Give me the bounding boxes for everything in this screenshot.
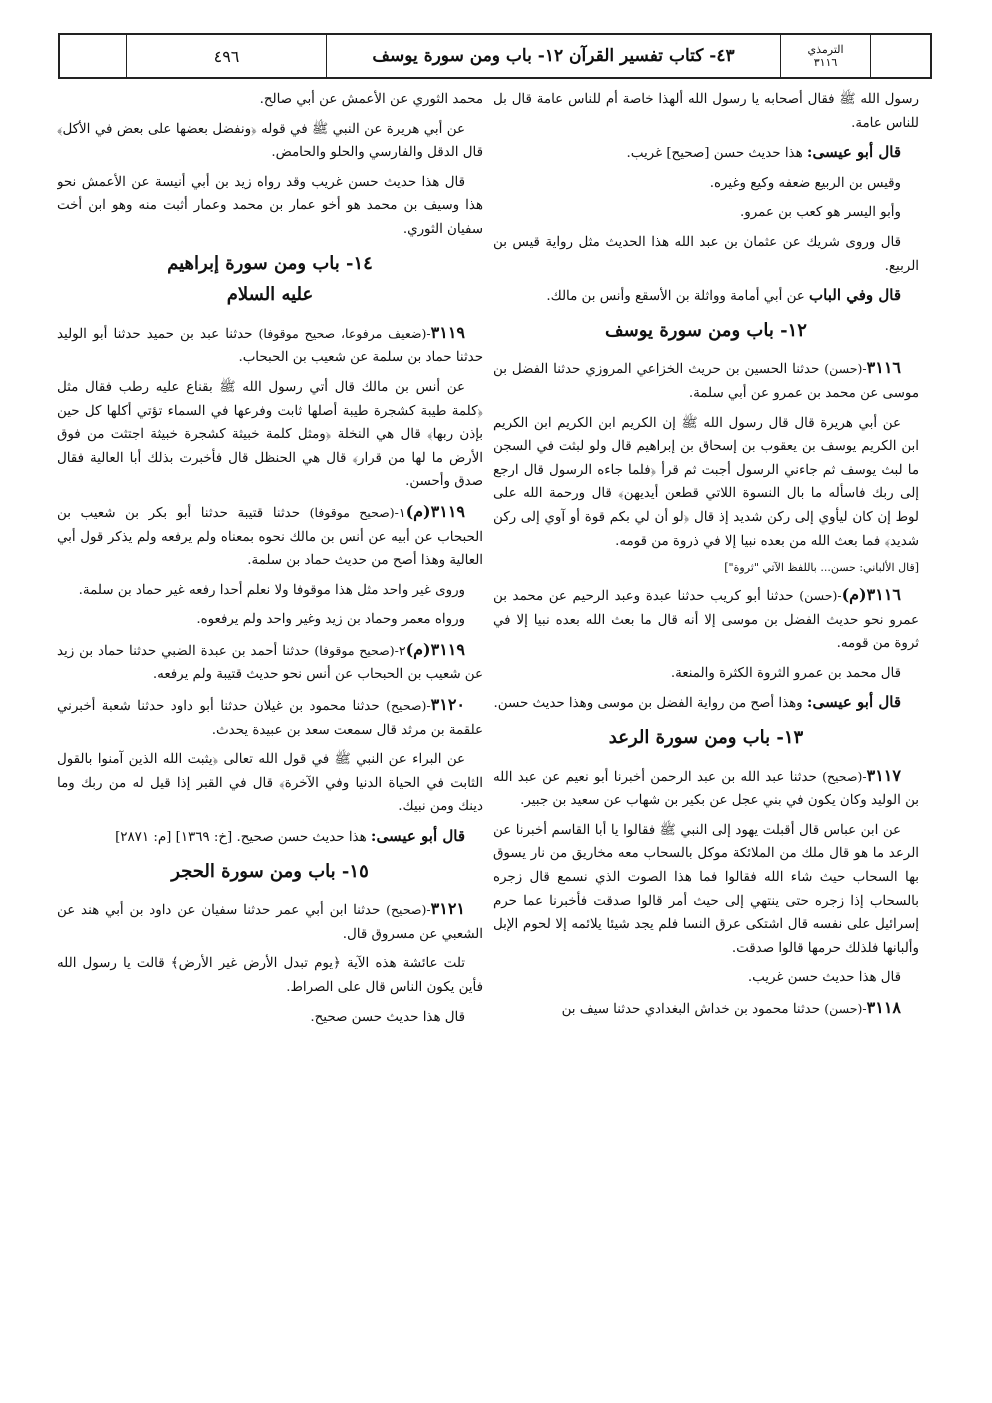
hadith-matn: عن ابن عباس قال أقبلت يهود إلى النبي ﷺ فقالوا يا أبا القاسم أخبرنا عن الرعد ما هو قال ملك من الملائكة موكل بالسحاب معه مخاريق من نار يسوق بها السحاب حيث شاء الله فقالوا فما هذا الصوت الذي نسمع قال زجره بالسحاب إذا زجره حتى ينتهي إلى حيث أمر قالوا صدقت فأخبرنا عما حرم إسرائيل على نفسه قال اشتكى عرق النسا فلم يجد شيئا يلائمه إلا لحوم الإبل وألبانها فلذلك حرمها قالوا صدقت. bbox=[493, 822, 919, 956]
chapter-note: قال وفي الباب عن أبي أمامة وواثلة بن الأسقع وأنس بن مالك. bbox=[546, 286, 901, 305]
header-book-ref bbox=[780, 35, 870, 77]
hadith-3118: ٣١١٨-(حسن) حدثنا محمود بن خداش البغدادي حدثنا سيف بن bbox=[561, 998, 901, 1017]
hadith-matn: تلت عائشة هذه الآية ﴿يوم تبدل الأرض غير الأرض﴾ قالت يا رسول الله فأين يكون الناس قال على الصراط. bbox=[57, 956, 483, 995]
abu-isa-statement: قال أبو عيسى: هذا حديث حسن صحيح. [خ: ١٣٦٩] [م: ٢٨٧١] bbox=[115, 827, 465, 846]
hadith-matn: عن أبي هريرة قال قال رسول الله ﷺ إن الكريم ابن الكريم ابن الكريم ابن الكريم يوسف بن يعقوب بن إسحاق بن إبراهيم قال ولو لبثت في السجن ما لبث يوسف ثم جاءني الرسول أجبت ثم قرأ ﴿فلما جاءه الرسول قال ارجع إلى ربك فاسأله ما بال النسوة اللاتي قطعن أيديهن﴾ قال ورحمة الله على لوط إن كان ليأوي إلى ركن شديد إذ قال ﴿لو أن لي بكم قوة أو آوي إلى ركن شديد﴾ فما بعث الله من بعده نبيا إلا في ذروة من قومه. bbox=[493, 415, 919, 549]
section-heading-raad: ١٣- باب ومن سورة الرعد bbox=[608, 727, 804, 749]
paragraph: قال هذا حديث حسن صحيح. bbox=[310, 1009, 465, 1025]
header-page-number: ٤٩٦ bbox=[126, 35, 326, 77]
albani-note: [قال الألباني: حسن... باللفظ الآتي "ثروة"] bbox=[724, 561, 919, 575]
hadith-matn: عن البراء عن النبي ﷺ في قول الله تعالى ﴿يثبت الله الذين آمنوا بالقول الثابت في الحياة الدنيا وفي الآخرة﴾ قال في القبر إذا قيل له من ربك وما دينك ومن نبيك. bbox=[57, 752, 483, 815]
section-heading-ibrahim: ١٤- باب ومن سورة إبراهيم bbox=[167, 252, 373, 274]
hadith-3116m: ٣١١٦(م)-(حسن) حدثنا أبو كريب حدثنا عبدة وعبد الرحيم عن محمد بن عمرو نحو حديث الفضل بن موسى إلا أنه قال ما بعث الله بعده نبيا إلا في ثروة من قومه. bbox=[493, 585, 919, 652]
hadith-3119: ٣١١٩-(ضعيف مرفوعا، صحيح موقوفا) حدثنا عبد بن حميد حدثنا أبو الوليد حدثنا حماد بن سلمة عن شعيب بن الحبحاب. bbox=[57, 322, 483, 366]
paragraph: قال هذا حديث حسن غريب وقد رواه زيد بن أبي أنيسة عن الأعمش نحو هذا وسيف بن محمد هو أخو عمار بن محمد وعمار أثبت منه وهو ابن أخت سفيان الثوري. bbox=[57, 174, 483, 237]
hadith-3119m1: ٣١١٩(م)١-(صحيح موقوفا) حدثنا قتيبة حدثنا أبو بكر بن شعيب بن الحبحاب عن أبيه عن أنس بن مالك نحوه بمعناه ولم يرفعه ولم يذكر قول أبي العالية وهذا أصح من حديث حماد بن سلمة. bbox=[57, 501, 483, 569]
left-column bbox=[57, 88, 483, 1388]
right-column bbox=[493, 88, 919, 1388]
hadith-3120: ٣١٢٠-(صحيح) حدثنا محمود بن غيلان حدثنا أبو داود حدثنا شعبة أخبرني علقمة بن مرثد قال سمعت سعد بن عبيدة يحدث. bbox=[57, 695, 483, 738]
abu-isa-statement: قال أبو عيسى: هذا حديث حسن [صحيح] غريب. bbox=[626, 143, 901, 162]
abu-isa-statement: قال أبو عيسى: وهذا أصح من رواية الفضل بن موسى وهذا حديث حسن. bbox=[493, 693, 901, 712]
hadith-matn: عن أنس بن مالك قال أتي رسول الله ﷺ بقناع عليه رطب فقال مثل ﴿كلمة طيبة كشجرة طيبة أصلها ثابت وفرعها في السماء تؤتي أكلها كل حين بإذن ربها﴾ قال هي النخلة ﴿ومثل كلمة خبيثة كشجرة خبيثة اجتثت من فوق الأرض ما لها من قرار﴾ قال هي الحنظل قال فأخبرت بذلك أبا العالية فقال صدق وأحسن. bbox=[57, 379, 483, 490]
header-blank-cell bbox=[60, 35, 126, 77]
page-header bbox=[58, 33, 932, 79]
hadith-3117: ٣١١٧-(صحيح) حدثنا عبد الله بن عبد الرحمن أخبرنا أبو نعيم عن عبد الله بن الوليد وكان يكون في بني عجل عن بكير بن شهاب عن سعيد بن جبير. bbox=[493, 765, 919, 809]
paragraph: قال وروى شريك عن عثمان بن عبد الله هذا الحديث مثل رواية قيس بن الربيع. bbox=[493, 234, 919, 274]
paragraph: محمد الثوري عن الأعمش عن أبي صالح. bbox=[259, 92, 483, 107]
section-heading-hijr: ١٥- باب ومن سورة الحجر bbox=[171, 860, 369, 882]
hadith-3121: ٣١٢١-(صحيح) حدثنا ابن أبي عمر حدثنا سفيان عن داود بن أبي هند عن الشعبي عن مسروق قال. bbox=[57, 899, 483, 942]
header-book-name: الترمذي bbox=[807, 43, 844, 56]
paragraph: رسول الله ﷺ فقال أصحابه يا رسول الله ألهذا خاصة أم للناس عامة قال بل للناس عامة. bbox=[493, 92, 919, 131]
paragraph: وقيس بن الربيع ضعفه وكيع وغيره. bbox=[709, 175, 901, 191]
section-heading-yusuf: ١٢- باب ومن سورة يوسف bbox=[605, 319, 807, 341]
paragraph: وروى غير واحد مثل هذا موقوفا ولا نعلم أحدا رفعه غير حماد بن سلمة. bbox=[78, 582, 465, 598]
hadith-matn: عن أبي هريرة عن النبي ﷺ في قوله ﴿ونفضل بعضها على بعض في الأكل﴾ قال الدقل والفارسي والحلو والحامض. bbox=[57, 121, 483, 161]
hadith-3119m2: ٣١١٩(م)٢-(صحيح موقوفا) حدثنا أحمد بن عبدة الضبي حدثنا حماد بن زيد عن شعيب بن الحبحاب عن أنس نحو حديث قتيبة ولم يرفعه. bbox=[57, 639, 483, 683]
header-corner-cell bbox=[870, 35, 930, 77]
paragraph: قال محمد بن عمرو الثروة الكثرة والمنعة. bbox=[670, 665, 901, 681]
section-heading-ibrahim-sub: عليه السلام bbox=[226, 284, 314, 306]
paragraph: وأبو اليسر هو كعب بن عمرو. bbox=[739, 205, 901, 221]
paragraph: قال هذا حديث حسن غريب. bbox=[747, 970, 901, 986]
paragraph: ورواه معمر وحماد بن زيد وغير واحد ولم يرفعوه. bbox=[196, 612, 465, 628]
hadith-3116: ٣١١٦-(حسن) حدثنا الحسين بن حريث الخزاعي المروزي حدثنا الفضل بن موسى عن محمد بن عمرو عن أبي سلمة. bbox=[493, 358, 919, 401]
header-title: ٤٣- كتاب تفسير القرآن ١٢- باب ومن سورة يوسف bbox=[326, 35, 780, 77]
header-book-number: ٣١١٦ bbox=[813, 56, 838, 69]
